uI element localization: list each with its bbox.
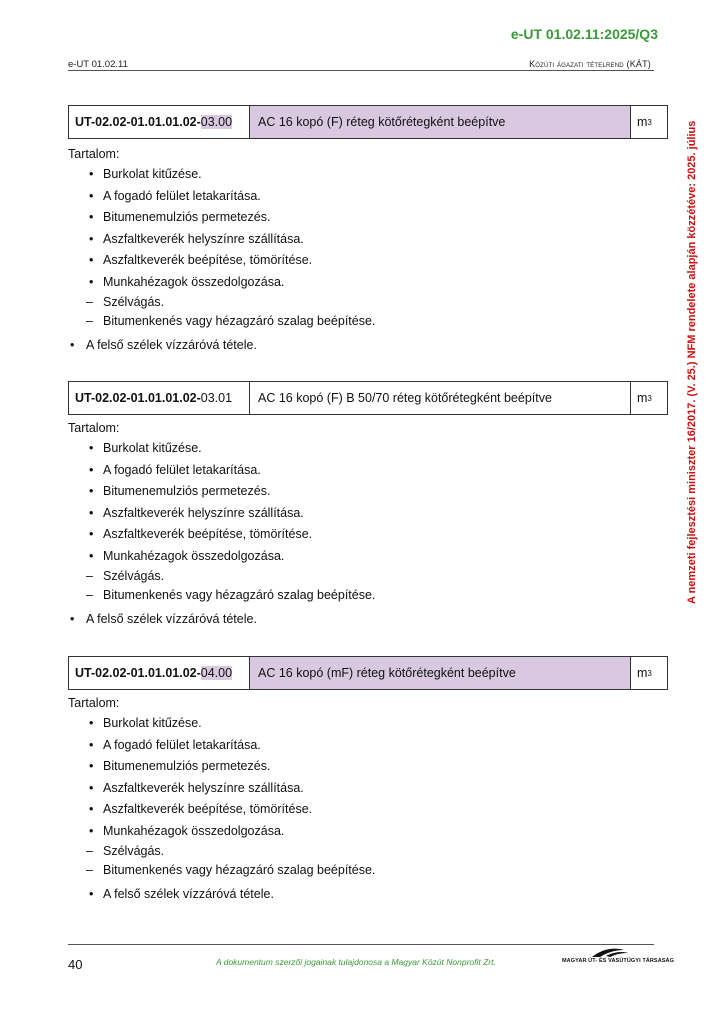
item-description: AC 16 kopó (mF) réteg kötőrétegként beépítve <box>250 657 631 689</box>
item-code-cell <box>69 106 250 138</box>
item-unit: m 3 <box>637 391 652 405</box>
item-code-suffix: 03.01 <box>200 391 233 405</box>
list-item: • Aszfaltkeverék beépítése, tömörítése. <box>68 250 668 272</box>
list-item: • Aszfaltkeverék helyszínre szállítása. <box>68 229 668 251</box>
content-label: Tartalom: <box>68 696 120 710</box>
final-list-item: • A felső szélek vízzáróvá tétele. <box>68 610 668 629</box>
page-number: 40 <box>68 957 83 972</box>
content-label: Tartalom: <box>68 421 120 435</box>
content-label: Tartalom: <box>68 147 120 161</box>
dash-item: – Bitumenkenés vagy hézagzáró szalag beépítése. <box>68 586 668 605</box>
document-code: e-UT 01.02.11:2025/Q3 <box>510 26 658 42</box>
header-left: e-UT 01.02.11 <box>68 59 128 70</box>
list-item: • A fogadó felület letakarítása. <box>68 460 668 482</box>
item-code-cell <box>69 657 250 689</box>
item-code-cell <box>69 382 250 414</box>
footer-divider <box>68 944 654 945</box>
header-right: Közúti ágazati tételrend (KÁT) <box>529 59 651 69</box>
list-item: • Bitumenemulziós permetezés. <box>68 481 668 503</box>
list-item: • Munkahézagok összedolgozása. <box>68 546 668 568</box>
list-item: • A fogadó felület letakarítása. <box>68 186 668 208</box>
dash-item: – Szélvágás. <box>68 293 668 312</box>
dash-item: – Szélvágás. <box>68 567 668 586</box>
item-description: AC 16 kopó (F) réteg kötőrétegként beépítve <box>250 106 631 138</box>
item-unit: m 3 <box>637 666 652 680</box>
item-content <box>68 145 668 355</box>
final-list-item: • A felső szélek vízzáróvá tétele. <box>68 336 668 355</box>
list-item: • Burkolat kitűzése. <box>68 164 668 186</box>
list-item: • Aszfaltkeverék helyszínre szállítása. <box>68 778 668 800</box>
item-code: UT-02.02-01.01.01.02- <box>75 666 201 680</box>
item-code-suffix: 03.00 <box>200 115 233 129</box>
list-item: • A fogadó felület letakarítása. <box>68 735 668 757</box>
final-list-item: • A felső szélek vízzáróvá tétele. <box>68 885 668 904</box>
item-header-table <box>68 656 668 690</box>
side-publication-note: A nemzeti fejlesztési miniszter 16/2017. (V. 25.) NFM rendelete alapján közzétéve: 2025. július <box>686 120 698 604</box>
header-divider <box>68 70 654 71</box>
list-item: • Burkolat kitűzése. <box>68 713 668 735</box>
dash-item: – Szélvágás. <box>68 842 668 861</box>
dash-item: – Bitumenkenés vagy hézagzáró szalag beépítése. <box>68 861 668 880</box>
list-item: • Aszfaltkeverék helyszínre szállítása. <box>68 503 668 525</box>
item-unit: m 3 <box>637 115 652 129</box>
list-item: • Bitumenemulziós permetezés. <box>68 756 668 778</box>
list-item: • Bitumenemulziós permetezés. <box>68 207 668 229</box>
item-header-table <box>68 105 668 139</box>
list-item: • Aszfaltkeverék beépítése, tömörítése. <box>68 799 668 821</box>
list-item: • Burkolat kitűzése. <box>68 438 668 460</box>
item-header-table <box>68 381 668 415</box>
item-description: AC 16 kopó (F) B 50/70 réteg kötőrétegként beépítve <box>250 382 631 414</box>
copyright-note: A dokumentum szerzői jogainak tulajdonosa a Magyar Közút Nonprofit Zrt. <box>216 957 496 967</box>
list-item: • Aszfaltkeverék beépítése, tömörítése. <box>68 524 668 546</box>
item-code-suffix: 04.00 <box>200 666 233 680</box>
item-code: UT-02.02-01.01.01.02- <box>75 115 201 129</box>
item-content <box>68 694 668 904</box>
list-item: • Munkahézagok összedolgozása. <box>68 272 668 294</box>
association-logo <box>562 946 674 968</box>
item-code: UT-02.02-01.01.01.02- <box>75 391 201 405</box>
logo-text: MAGYAR ÚT- ÉS VASÚTÜGYI TÁRSASÁG <box>562 958 674 964</box>
item-content <box>68 419 668 629</box>
list-item: • Munkahézagok összedolgozása. <box>68 821 668 843</box>
dash-item: – Bitumenkenés vagy hézagzáró szalag beépítése. <box>68 312 668 331</box>
